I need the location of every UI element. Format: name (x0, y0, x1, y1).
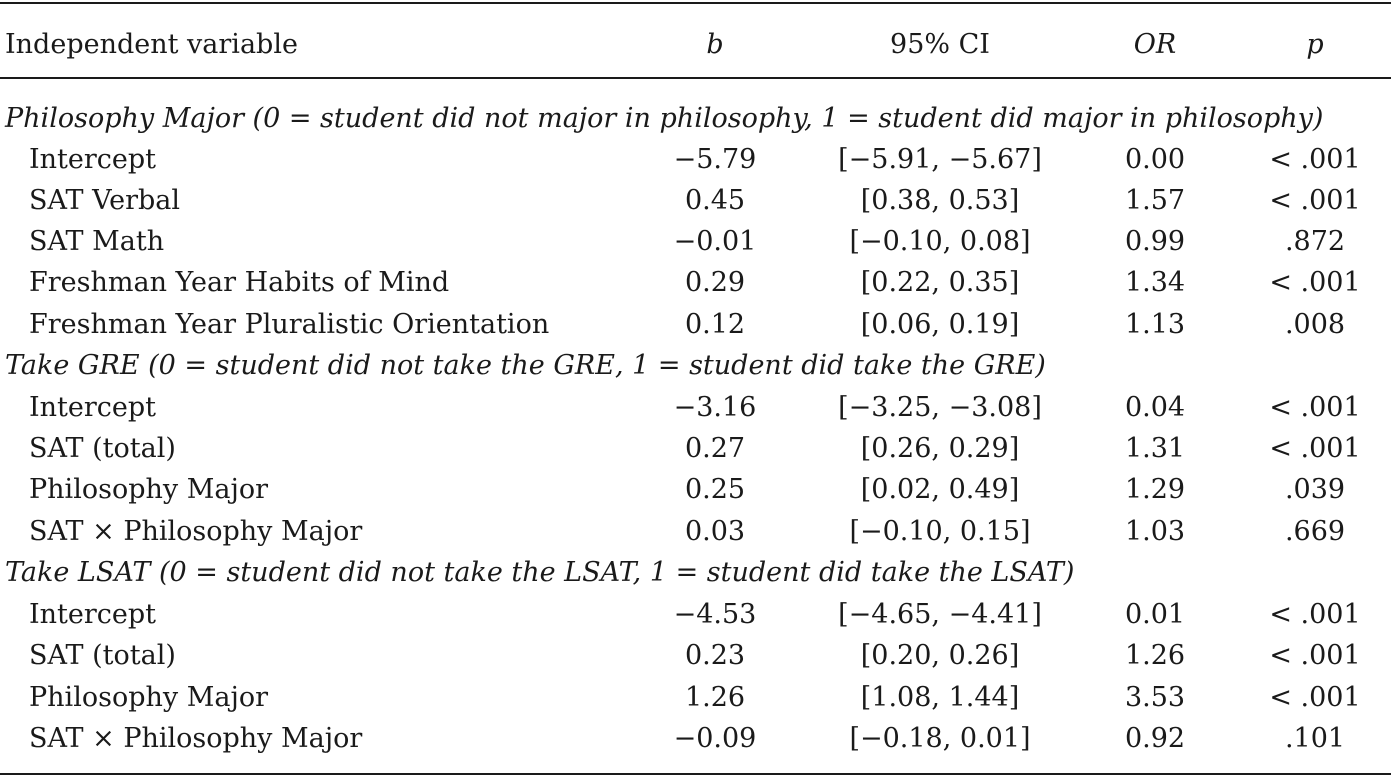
row-p: .872 (1284, 226, 1346, 257)
row-b: 1.26 (684, 682, 746, 713)
row-ci: [−0.18, 0.01] (849, 723, 1031, 754)
header-or: OR (1133, 29, 1177, 60)
row-b: 0.29 (684, 267, 746, 298)
table-row (0, 304, 1391, 345)
header-b: b (706, 29, 724, 60)
table-row (0, 677, 1391, 718)
row-or: 0.04 (1124, 392, 1186, 423)
section-title: Take LSAT (0 = student did not take the LSAT, 1 = student did take the LSAT) (5, 557, 1075, 588)
row-p: .039 (1284, 474, 1346, 505)
row-or: 1.57 (1124, 185, 1186, 216)
row-p: < .001 (1269, 640, 1361, 671)
row-ci: [0.22, 0.35] (860, 267, 1020, 298)
row-p: < .001 (1269, 682, 1361, 713)
row-p: < .001 (1269, 144, 1361, 175)
row-b: 0.45 (684, 185, 746, 216)
row-ci: [0.02, 0.49] (860, 474, 1020, 505)
row-or: 1.13 (1124, 309, 1186, 340)
row-or: 0.99 (1124, 226, 1186, 257)
table-row (0, 139, 1391, 180)
table-row (0, 594, 1391, 635)
table-row (0, 180, 1391, 221)
row-ci: [0.38, 0.53] (860, 185, 1020, 216)
row-variable: SAT × Philosophy Major (29, 723, 363, 754)
row-ci: [1.08, 1.44] (860, 682, 1020, 713)
row-b: −0.09 (673, 723, 757, 754)
row-variable: SAT × Philosophy Major (29, 516, 363, 547)
row-b: 0.27 (684, 433, 746, 464)
row-b: −3.16 (673, 392, 757, 423)
row-or: 1.29 (1124, 474, 1186, 505)
row-p: < .001 (1269, 267, 1361, 298)
row-p: < .001 (1269, 392, 1361, 423)
row-b: 0.25 (684, 474, 746, 505)
row-ci: [−4.65, −4.41] (838, 599, 1042, 630)
row-or: 1.26 (1124, 640, 1186, 671)
header-p: p (1306, 29, 1324, 60)
section-title-take-gre (0, 345, 1391, 386)
row-p: < .001 (1269, 599, 1361, 630)
table-row (0, 718, 1391, 759)
row-ci: [0.26, 0.29] (860, 433, 1020, 464)
section-title: Take GRE (0 = student did not take the GRE, 1 = student did take the GRE) (5, 350, 1046, 381)
row-variable: Philosophy Major (29, 682, 268, 713)
row-variable: SAT Math (29, 226, 165, 257)
top-rule (0, 2, 1391, 4)
row-or: 0.00 (1124, 144, 1186, 175)
table-header (0, 24, 1391, 65)
row-p: .101 (1284, 723, 1346, 754)
row-variable: Freshman Year Habits of Mind (29, 267, 450, 298)
row-variable: Intercept (29, 144, 157, 175)
row-ci: [−5.91, −5.67] (838, 144, 1042, 175)
row-p: < .001 (1269, 433, 1361, 464)
row-p: < .001 (1269, 185, 1361, 216)
row-b: 0.03 (684, 516, 746, 547)
section-title-take-lsat (0, 552, 1391, 593)
row-b: 0.23 (684, 640, 746, 671)
row-or: 1.31 (1124, 433, 1186, 464)
row-p: .008 (1284, 309, 1346, 340)
row-variable: SAT (total) (29, 640, 176, 671)
table-row (0, 262, 1391, 303)
table-row (0, 635, 1391, 676)
row-or: 1.34 (1124, 267, 1186, 298)
table-row (0, 387, 1391, 428)
header-rule (0, 77, 1391, 79)
table-row (0, 511, 1391, 552)
row-or: 3.53 (1124, 682, 1186, 713)
row-variable: SAT Verbal (29, 185, 181, 216)
table-row (0, 469, 1391, 510)
header-ci: 95% CI (890, 29, 990, 60)
row-ci: [−3.25, −3.08] (838, 392, 1042, 423)
row-variable: SAT (total) (29, 433, 176, 464)
row-or: 1.03 (1124, 516, 1186, 547)
row-b: −5.79 (673, 144, 757, 175)
row-ci: [0.20, 0.26] (860, 640, 1020, 671)
table-row (0, 221, 1391, 262)
row-b: −0.01 (673, 226, 757, 257)
row-or: 0.92 (1124, 723, 1186, 754)
row-variable: Philosophy Major (29, 474, 268, 505)
bottom-rule (0, 773, 1391, 775)
row-variable: Freshman Year Pluralistic Orientation (29, 309, 550, 340)
row-variable: Intercept (29, 599, 157, 630)
row-p: .669 (1284, 516, 1346, 547)
row-b: −4.53 (673, 599, 757, 630)
row-ci: [−0.10, 0.08] (849, 226, 1031, 257)
row-ci: [0.06, 0.19] (860, 309, 1020, 340)
row-ci: [−0.10, 0.15] (849, 516, 1031, 547)
header-variable: Independent variable (5, 29, 298, 60)
section-title-philosophy-major (0, 98, 1391, 139)
section-title: Philosophy Major (0 = student did not major in philosophy, 1 = student did major in philosophy) (5, 103, 1324, 134)
row-b: 0.12 (684, 309, 746, 340)
table-row (0, 428, 1391, 469)
row-or: 0.01 (1124, 599, 1186, 630)
row-variable: Intercept (29, 392, 157, 423)
